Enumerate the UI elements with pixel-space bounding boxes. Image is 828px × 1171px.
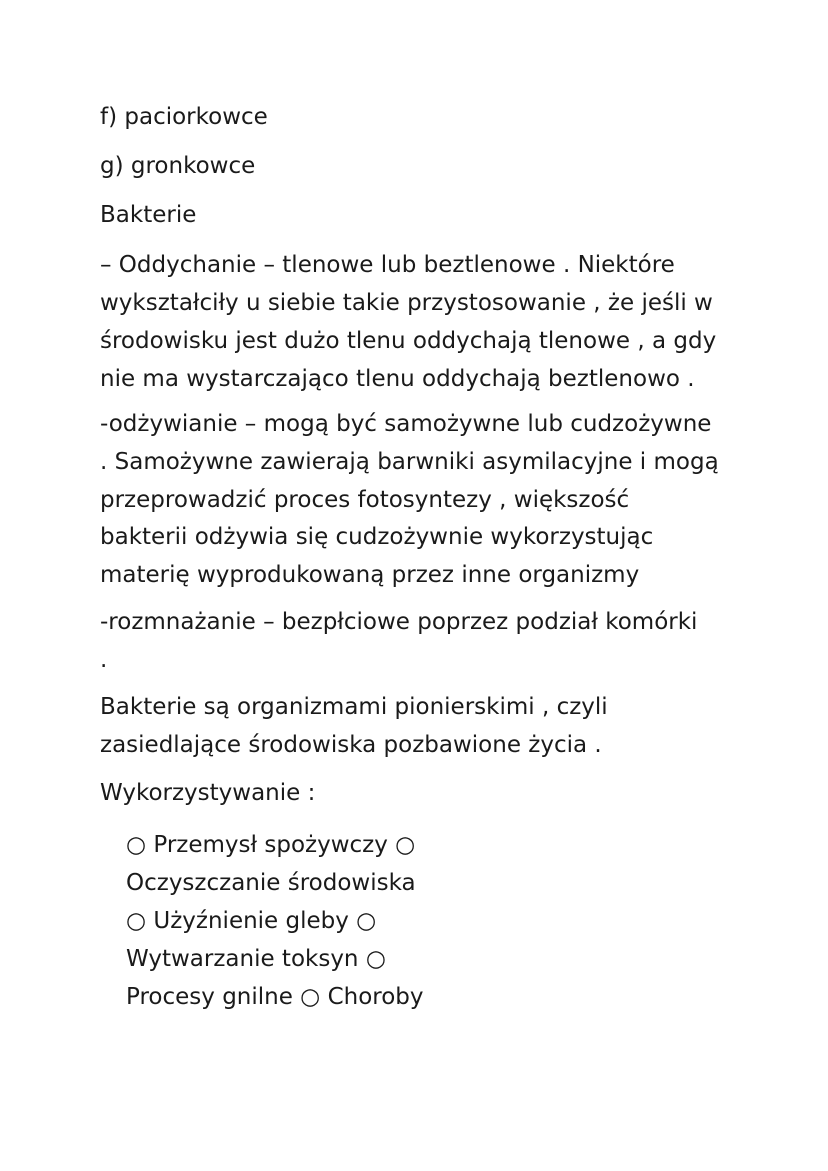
paragraph-reproduction-line-2: . bbox=[100, 647, 108, 673]
list-item-f: f) paciorkowce bbox=[100, 104, 268, 130]
paragraph-nutrition-line-1: -odżywianie – mogą być samożywne lub cudzożywne bbox=[100, 411, 712, 437]
paragraph-breathing-line-4: nie ma wystarczająco tlenu oddychają beztlenowo . bbox=[100, 366, 695, 392]
uses-list-line-5: Procesy gnilne ○ Choroby bbox=[126, 984, 424, 1010]
paragraph-reproduction-line-1: -rozmnażanie – bezpłciowe poprzez podział komórki bbox=[100, 609, 698, 635]
section-heading: Bakterie bbox=[100, 202, 197, 228]
uses-list-line-1: ○ Przemysł spożywczy ○ bbox=[126, 832, 416, 858]
uses-list-line-4: Wytwarzanie toksyn ○ bbox=[126, 946, 386, 972]
paragraph-pioneers-line-1: Bakterie są organizmami pionierskimi , czyli bbox=[100, 694, 608, 720]
uses-heading: Wykorzystywanie : bbox=[100, 780, 316, 806]
paragraph-breathing-line-3: środowisku jest dużo tlenu oddychają tlenowe , a gdy bbox=[100, 328, 717, 354]
paragraph-nutrition-line-2: . Samożywne zawierają barwniki asymilacyjne i mogą bbox=[100, 449, 719, 475]
uses-list-line-2: Oczyszczanie środowiska bbox=[126, 870, 416, 896]
list-item-g: g) gronkowce bbox=[100, 153, 256, 179]
paragraph-nutrition-line-4: bakterii odżywia się cudzożywnie wykorzystując bbox=[100, 524, 654, 550]
uses-list-line-3: ○ Użyźnienie gleby ○ bbox=[126, 908, 377, 934]
paragraph-breathing-line-2: wykształciły u siebie takie przystosowanie , że jeśli w bbox=[100, 290, 713, 316]
paragraph-nutrition-line-3: przeprowadzić proces fotosyntezy , większość bbox=[100, 487, 630, 513]
paragraph-pioneers-line-2: zasiedlające środowiska pozbawione życia . bbox=[100, 732, 602, 758]
paragraph-nutrition-line-5: materię wyprodukowaną przez inne organizmy bbox=[100, 562, 640, 588]
paragraph-breathing-line-1: – Oddychanie – tlenowe lub beztlenowe . Niektóre bbox=[100, 252, 675, 278]
